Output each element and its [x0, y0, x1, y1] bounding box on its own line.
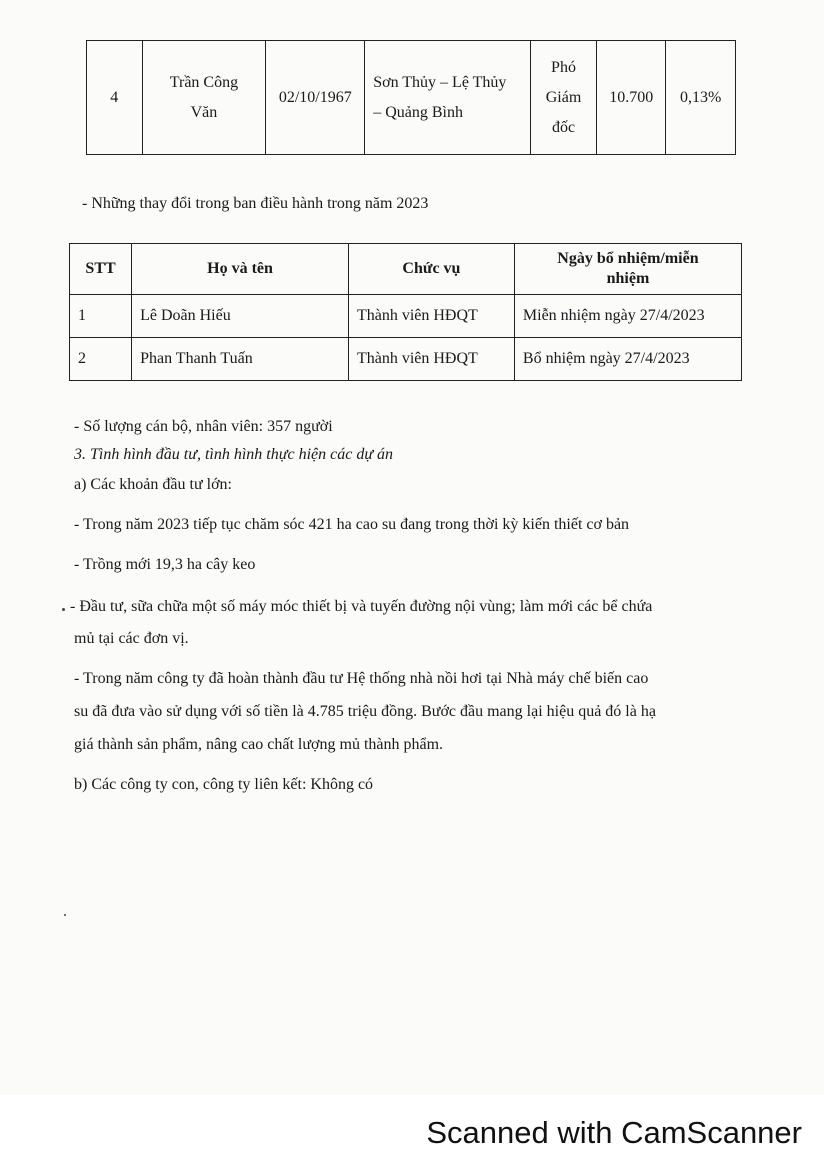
name-line: Văn [190, 103, 218, 121]
header-date-line: nhiệm [606, 270, 650, 287]
table-cell-dob: 02/10/1967 [266, 41, 365, 155]
cell-date: Bổ nhiệm ngày 27/4/2023 [514, 338, 741, 381]
table-cell-name [142, 41, 266, 155]
cell-name: Lê Doãn Hiếu [132, 295, 349, 338]
address-line: Sơn Thủy – Lệ Thủy [373, 73, 507, 91]
header-date [514, 244, 741, 295]
cell-position: Thành viên HĐQT [348, 338, 514, 381]
scan-speck [62, 608, 65, 611]
table-cell-ratio: 0,13% [666, 41, 736, 155]
position-line: Giám [545, 88, 582, 106]
header-stt: STT [70, 244, 132, 295]
table-cell-address [365, 41, 530, 155]
name-line: Trần Công [169, 73, 239, 91]
header-name: Họ và tên [132, 244, 349, 295]
cell-stt: 1 [70, 295, 132, 338]
cell-stt: 2 [70, 338, 132, 381]
table-row [70, 338, 742, 381]
header-position: Chức vụ [348, 244, 514, 295]
scan-speck [64, 914, 66, 916]
bullet-item-continued: su đã đưa vào sử dụng với số tiền là 4.785 triệu đồng. Bước đầu mang lại hiệu quả đó là hạ [74, 703, 656, 720]
cell-date: Miễn nhiệm ngày 27/4/2023 [514, 295, 741, 338]
table-header-row [70, 244, 742, 295]
address-line: – Quảng Bình [373, 103, 463, 121]
header-date-line: Ngày bổ nhiệm/miễn [557, 250, 699, 267]
staff-count: - Số lượng cán bộ, nhân viên: 357 người [74, 418, 333, 435]
position-line: đốc [551, 118, 576, 136]
camscanner-watermark: Scanned with CamScanner [426, 1115, 802, 1150]
position-line: Phó [551, 58, 576, 76]
bullet-item: - Trong năm 2023 tiếp tục chăm sóc 421 ha cao su đang trong thời kỳ kiến thiết cơ bản [74, 516, 630, 533]
bullet-item-continued: giá thành sản phẩm, nâng cao chất lượng mủ thành phẩm. [74, 736, 444, 753]
section-b: b) Các công ty con, công ty liên kết: Không có [74, 776, 374, 793]
cell-position: Thành viên HĐQT [348, 295, 514, 338]
management-changes-table [69, 243, 742, 381]
table-row [70, 295, 742, 338]
section-3-title: 3. Tình hình đầu tư, tình hình thực hiện các dự án [74, 446, 394, 463]
table-cell-stt: 4 [87, 41, 143, 155]
cell-name: Phan Thanh Tuấn [132, 338, 349, 381]
bullet-item: - Trồng mới 19,3 ha cây keo [74, 556, 256, 573]
table-cell-position [530, 41, 597, 155]
shareholder-table [86, 40, 736, 155]
section-a-title: a) Các khoản đầu tư lớn: [74, 476, 232, 493]
bullet-item-continued: mủ tại các đơn vị. [74, 630, 189, 647]
bullet-item: - Đầu tư, sữa chữa một số máy móc thiết bị và tuyến đường nội vùng; làm mới các bể chứa [70, 598, 653, 615]
table-row [87, 41, 736, 155]
changes-heading: - Những thay đổi trong ban điều hành trong năm 2023 [82, 195, 429, 212]
table-cell-shares: 10.700 [597, 41, 666, 155]
bullet-item: - Trong năm công ty đã hoàn thành đầu tư Hệ thống nhà nồi hơi tại Nhà máy chế biến cao [74, 670, 649, 687]
